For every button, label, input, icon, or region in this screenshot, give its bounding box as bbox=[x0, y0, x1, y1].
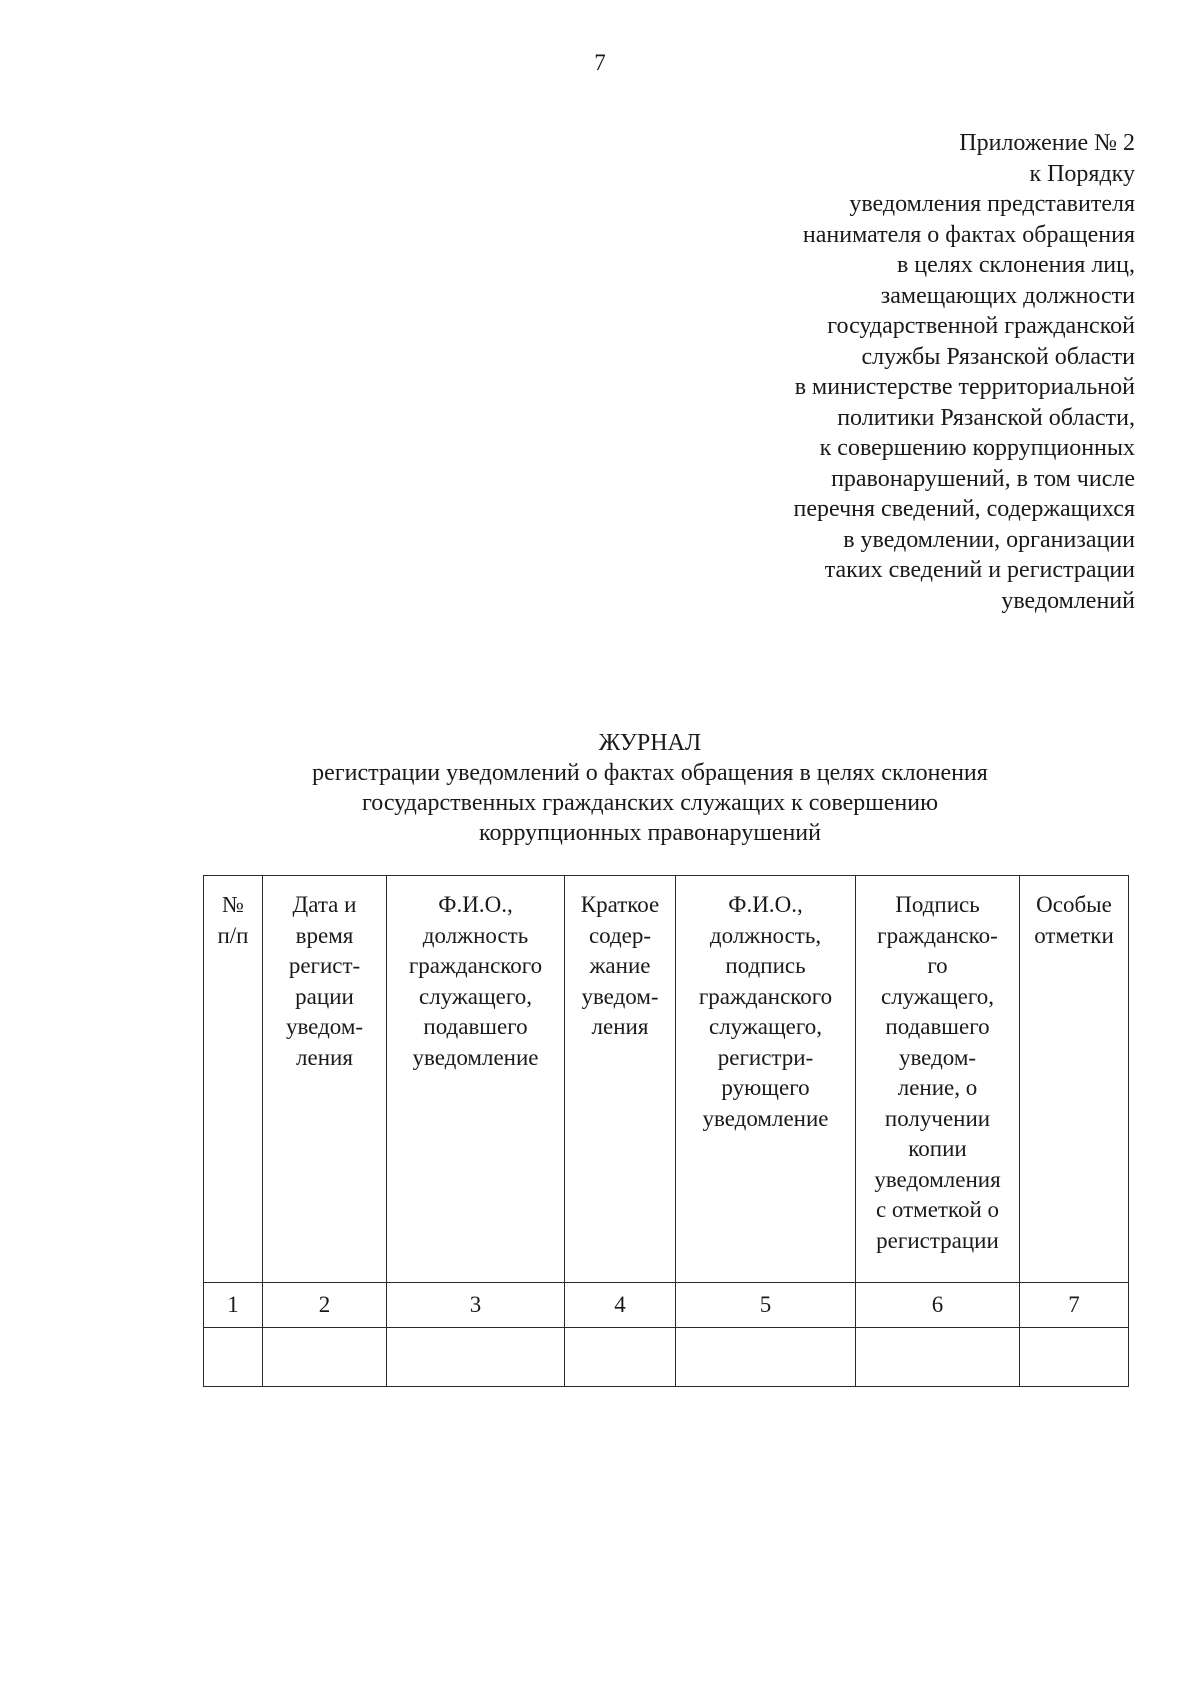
header-cell-registrar: Ф.И.О., должность, подпись гражданского служащего, регистри- рующего уведомление bbox=[676, 876, 856, 1283]
column-number-cell: 7 bbox=[1020, 1283, 1129, 1328]
appendix-line: службы Рязанской области bbox=[861, 343, 1135, 370]
column-number-cell: 2 bbox=[263, 1283, 387, 1328]
header-cell-notes: Особые отметки bbox=[1020, 876, 1129, 1283]
empty-cell bbox=[204, 1328, 263, 1387]
column-number-cell: 6 bbox=[856, 1283, 1020, 1328]
appendix-block bbox=[615, 128, 1135, 616]
column-number-cell: 4 bbox=[565, 1283, 676, 1328]
appendix-line: Приложение № 2 bbox=[959, 130, 1135, 156]
journal-title: ЖУРНАЛ bbox=[598, 730, 702, 756]
table-row bbox=[204, 1328, 1129, 1387]
header-cell-date: Дата и время регист- рации уведом- ления bbox=[263, 876, 387, 1283]
appendix-line: перечня сведений, содержащихся bbox=[793, 496, 1135, 522]
header-cell-summary: Краткое содер- жание уведом- ления bbox=[565, 876, 676, 1283]
empty-cell bbox=[387, 1328, 565, 1387]
appendix-line: уведомлений bbox=[1001, 587, 1135, 614]
table-header-row bbox=[204, 876, 1129, 1283]
appendix-line: в уведомлении, организации bbox=[843, 526, 1135, 553]
journal-subtitle-line: государственных гражданских служащих к совершению bbox=[361, 790, 939, 816]
empty-cell bbox=[676, 1328, 856, 1387]
empty-cell bbox=[565, 1328, 676, 1387]
header-cell-signature: Подпись гражданско- го служащего, подавшего уведом- ление, о получении копии уведомления с отметкой о регистрации bbox=[856, 876, 1020, 1283]
appendix-line: в министерстве территориальной bbox=[794, 374, 1135, 400]
appendix-line: к совершению коррупционных bbox=[819, 435, 1135, 461]
journal-subtitle-line: регистрации уведомлений о фактах обращения в целях склонения bbox=[312, 760, 988, 786]
journal-heading bbox=[150, 728, 1150, 848]
header-cell-submitter: Ф.И.О., должность гражданского служащего, подавшего уведомление bbox=[387, 876, 565, 1283]
empty-cell bbox=[263, 1328, 387, 1387]
empty-cell bbox=[856, 1328, 1020, 1387]
journal-subtitle-line: коррупционных правонарушений bbox=[479, 820, 821, 846]
appendix-line: уведомления представителя bbox=[849, 191, 1135, 217]
header-cell-number: № п/п bbox=[204, 876, 263, 1283]
journal-table bbox=[203, 875, 1129, 1387]
appendix-line: к Порядку bbox=[1029, 160, 1135, 187]
column-number-cell: 1 bbox=[204, 1283, 263, 1328]
page-number: 7 bbox=[594, 50, 606, 75]
column-number-cell: 3 bbox=[387, 1283, 565, 1328]
appendix-line: нанимателя о фактах обращения bbox=[802, 221, 1135, 248]
appendix-line: политики Рязанской области, bbox=[837, 404, 1135, 431]
appendix-line: государственной гражданской bbox=[827, 313, 1135, 339]
appendix-line: замещающих должности bbox=[880, 282, 1135, 309]
appendix-line: правонарушений, в том числе bbox=[831, 465, 1135, 492]
column-number-row bbox=[204, 1283, 1129, 1328]
appendix-line: в целях склонения лиц, bbox=[896, 252, 1135, 278]
appendix-line: таких сведений и регистрации bbox=[824, 557, 1135, 583]
column-number-cell: 5 bbox=[676, 1283, 856, 1328]
empty-cell bbox=[1020, 1328, 1129, 1387]
